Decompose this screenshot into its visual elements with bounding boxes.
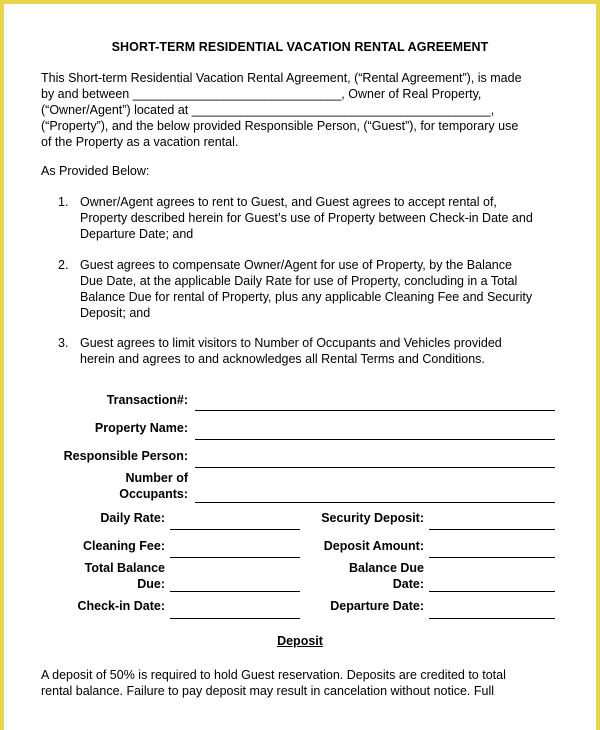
transaction-label: Transaction#: [106, 393, 188, 407]
deposit-paragraph [41, 667, 571, 699]
check-in-date-field[interactable] [170, 618, 300, 619]
deposit-line-2: rental balance. Failure to pay deposit may result in cancelation without notice. Full [41, 684, 495, 698]
occupants-field[interactable] [195, 502, 555, 503]
clause-line: Balance Due for rental of Property, plus any applicable Cleaning Fee and Security [80, 290, 533, 304]
clause-number: 2. [58, 258, 69, 272]
intro-line-3: (“Owner/Agent”) located at ___________________________________________, [41, 103, 495, 117]
provided-below-label: As Provided Below: [41, 164, 150, 178]
clause-line: Deposit; and [80, 306, 151, 320]
check-in-date-label: Check-in Date: [77, 599, 165, 613]
intro-paragraph [41, 70, 566, 150]
property-name-label: Property Name: [94, 421, 188, 435]
clause-line: herein and agrees to and acknowledges all Rental Terms and Conditions. [80, 352, 485, 366]
deposit-amount-field[interactable] [429, 557, 555, 558]
cleaning-fee-field[interactable] [170, 557, 300, 558]
total-balance-field[interactable] [170, 591, 300, 592]
responsible-person-field[interactable] [195, 467, 555, 468]
total-balance-label: Total Balance Due: [84, 561, 165, 591]
intro-line-1: This Short-term Residential Vacation Rental Agreement, (“Rental Agreement”), is made [41, 71, 522, 85]
clause-number: 3. [58, 336, 69, 350]
deposit-amount-label: Deposit Amount: [323, 539, 424, 553]
security-deposit-field[interactable] [429, 529, 555, 530]
deposit-heading: Deposit [277, 634, 323, 648]
security-deposit-label: Security Deposit: [321, 511, 424, 525]
intro-line-5: of the Property as a vacation rental. [41, 135, 239, 149]
cleaning-fee-label: Cleaning Fee: [83, 539, 165, 553]
document-title: SHORT-TERM RESIDENTIAL VACATION RENTAL AGREEMENT [111, 40, 489, 54]
departure-date-label: Departure Date: [330, 599, 424, 613]
clause-number: 1. [58, 195, 69, 209]
clause-line: Guest agrees to compensate Owner/Agent for use of Property, by the Balance [80, 258, 512, 272]
clause-line: Due Date, at the applicable Daily Rate for use of Property, concluding in a Total [80, 274, 518, 288]
intro-line-4: (“Property”), and the below provided Responsible Person, (“Guest”), for temporary use [41, 119, 519, 133]
departure-date-field[interactable] [429, 618, 555, 619]
responsible-person-label: Responsible Person: [63, 449, 188, 463]
intro-line-2: by and between ______________________________, Owner of Real Property, [41, 87, 482, 101]
clause-line: Property described herein for Guest’s use of Property between Check-in Date and [80, 211, 533, 225]
clause-line: Departure Date; and [80, 227, 194, 241]
clause-line: Guest agrees to limit visitors to Number of Occupants and Vehicles provided [80, 336, 502, 350]
daily-rate-label: Daily Rate: [100, 511, 165, 525]
property-name-field[interactable] [195, 439, 555, 440]
transaction-field[interactable] [195, 410, 555, 411]
deposit-line-1: A deposit of 50% is required to hold Guest reservation. Deposits are credited to total [41, 668, 506, 682]
balance-due-date-label: Balance Due Date: [348, 561, 424, 591]
daily-rate-field[interactable] [170, 529, 300, 530]
balance-due-date-field[interactable] [429, 591, 555, 592]
clause-line: Owner/Agent agrees to rent to Guest, and Guest agrees to accept rental of, [80, 195, 497, 209]
occupants-label: Number of Occupants: [119, 471, 188, 501]
